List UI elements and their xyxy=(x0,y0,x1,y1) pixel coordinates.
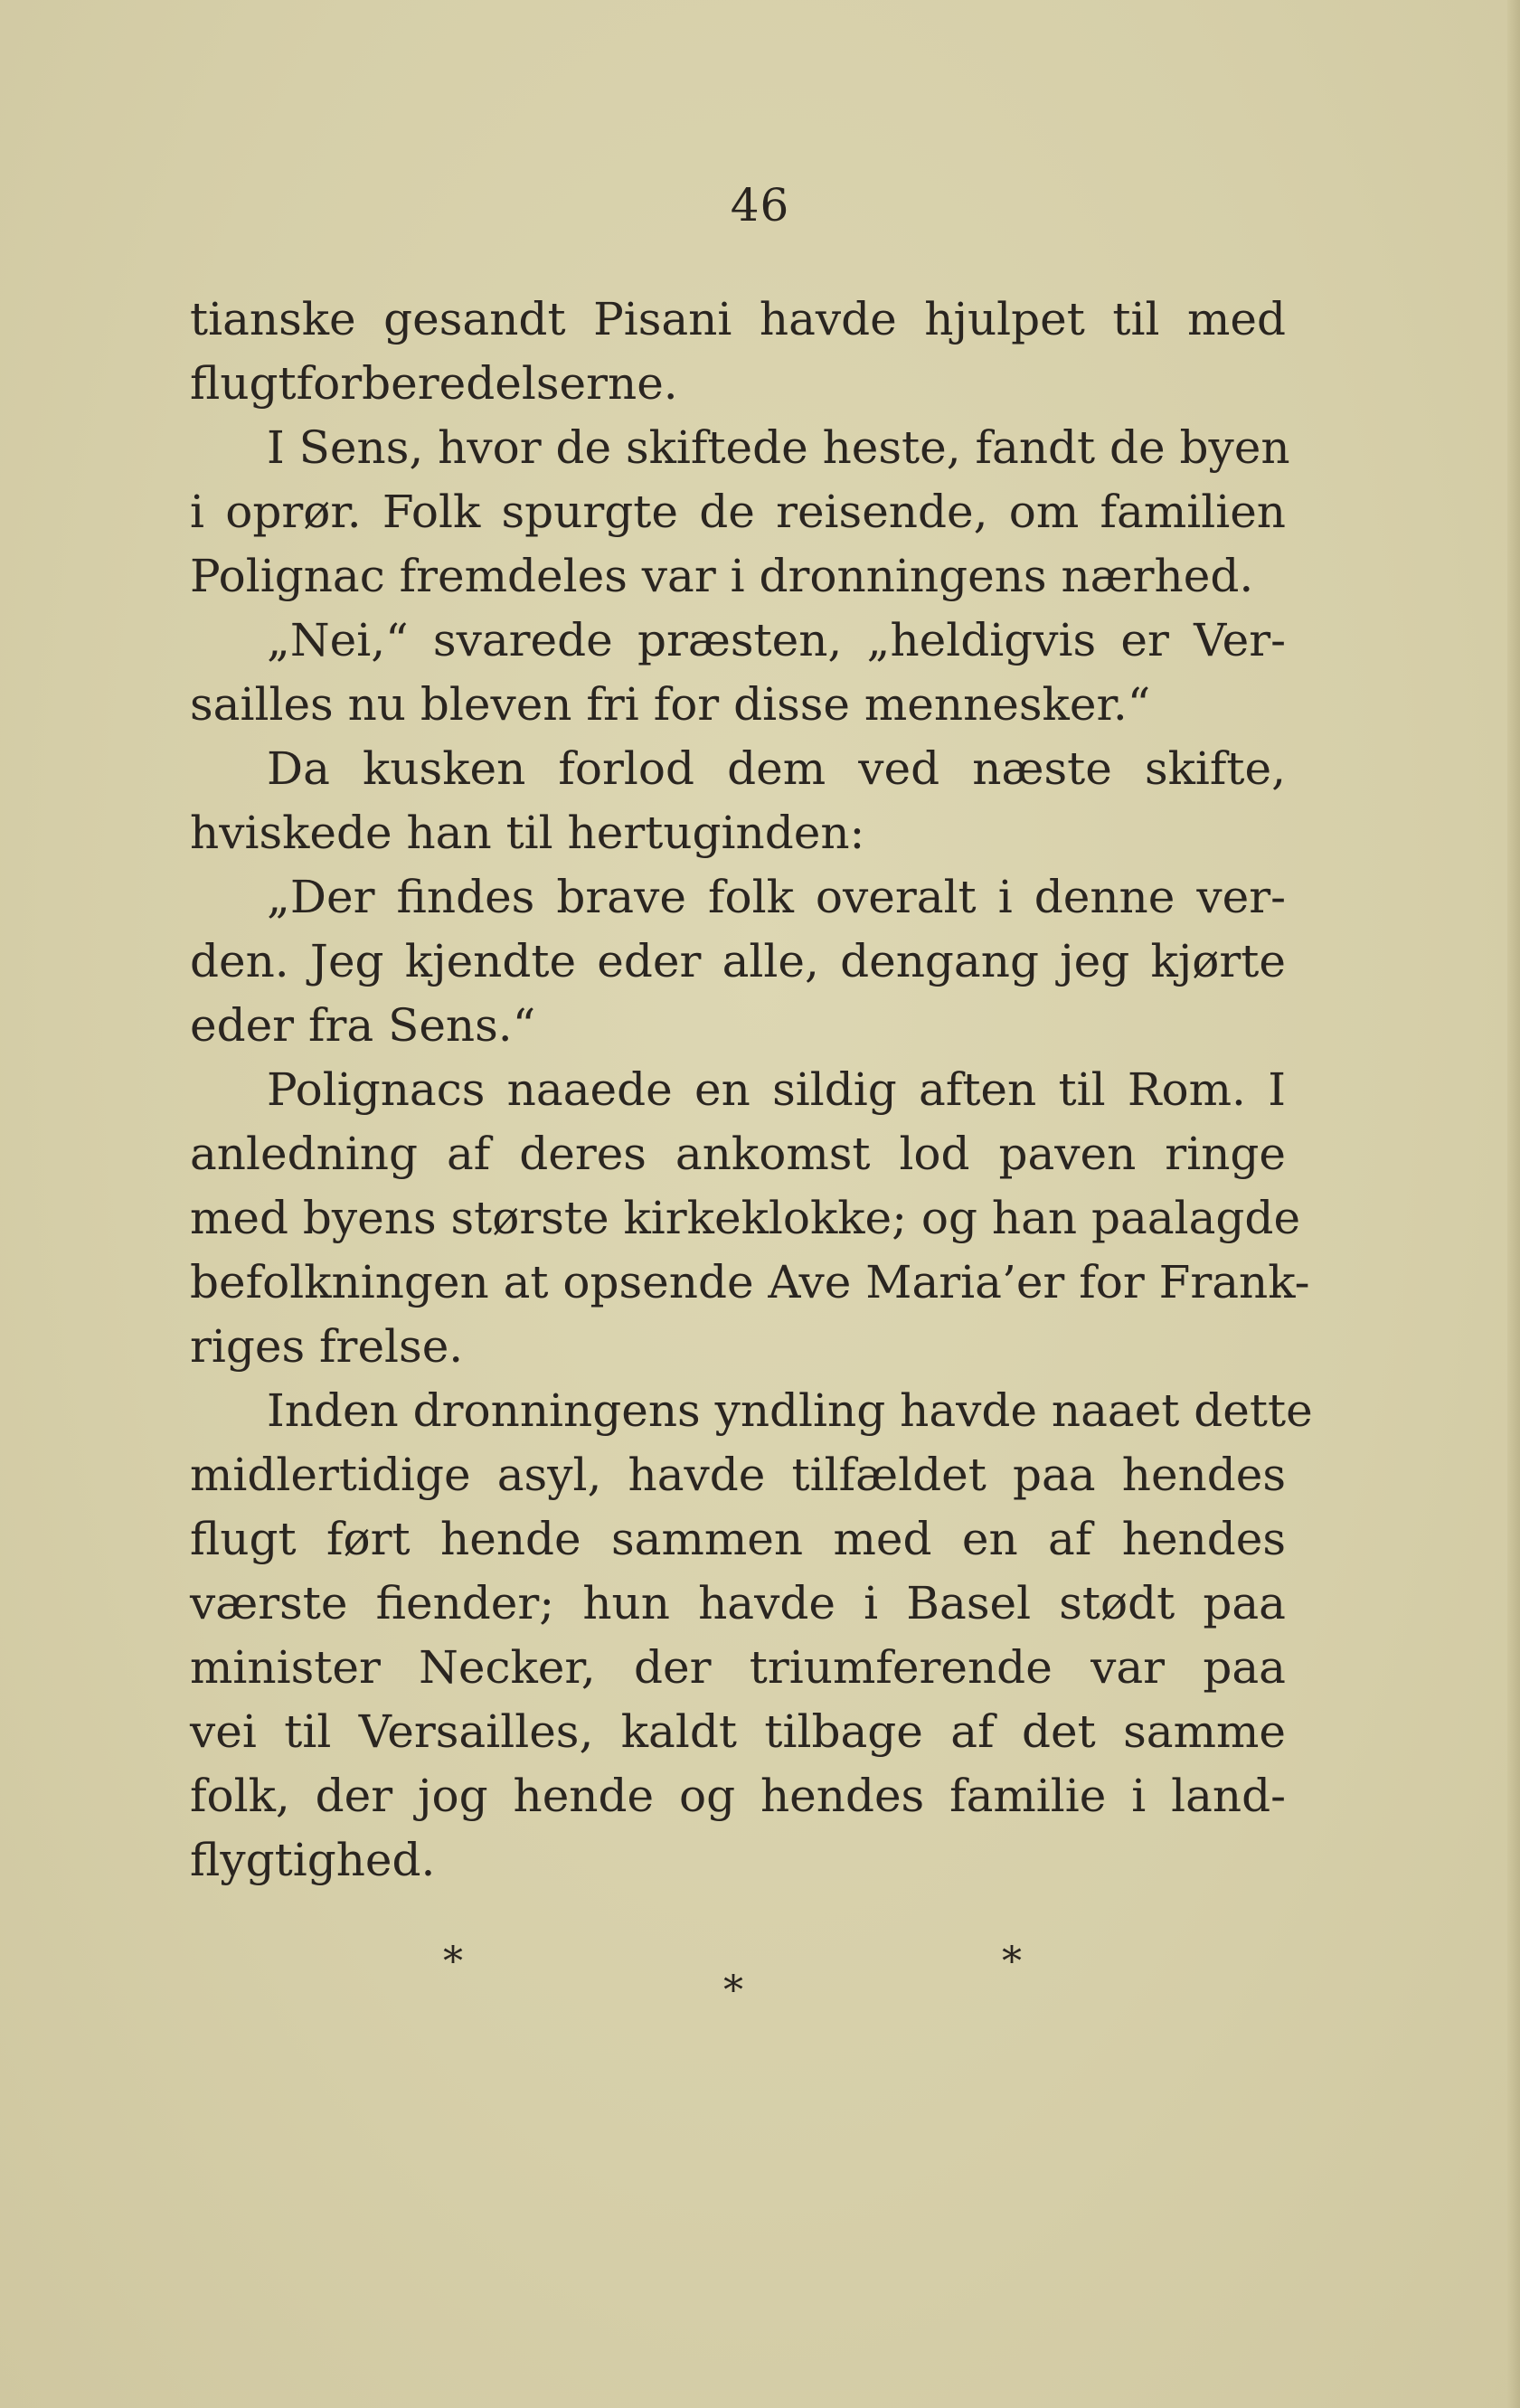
body-text xyxy=(190,288,1313,1893)
page-number: 46 xyxy=(730,179,790,231)
text-line: værste fiender; hun havde i Basel stødt paa xyxy=(190,1577,1286,1629)
text-line: minister Necker, der triumferende var paa xyxy=(190,1641,1286,1694)
text-line: midlertidige asyl, havde tilfældet paa hendes xyxy=(190,1449,1286,1501)
text-line: i oprør. Folk spurgte de reisende, om familien xyxy=(190,486,1286,538)
text-line: Polignacs naaede en sildig aften til Rom. I xyxy=(267,1063,1286,1116)
text-line: I Sens, hvor de skiftede heste, fandt de byen xyxy=(267,421,1290,474)
text-line: „Der findes brave folk overalt i denne ver- xyxy=(267,871,1286,923)
asterism-star-bottom: * xyxy=(723,1968,743,2014)
text-line: Inden dronningens yndling havde naaet dette xyxy=(267,1384,1313,1437)
text-line: befolkningen at opsende Ave Maria’er for Frank- xyxy=(190,1256,1310,1308)
text-line: flugtforberedelserne. xyxy=(190,357,678,410)
text-line: Da kusken forlod dem ved næste skifte, xyxy=(267,742,1286,795)
text-line: riges frelse. xyxy=(190,1320,464,1373)
page-edge xyxy=(1507,0,1520,2408)
text-line: flygtighed. xyxy=(190,1834,436,1886)
text-line: sailles nu bleven fri for disse mennesker.“ xyxy=(190,678,1151,731)
text-line: „Nei,“ svarede præsten, „heldigvis er Ver- xyxy=(267,614,1286,666)
text-line: den. Jeg kjendte eder alle, dengang jeg kjørte xyxy=(190,935,1286,987)
text-line: folk, der jog hende og hendes familie i land- xyxy=(190,1770,1286,1822)
text-line: hviskede han til hertuginden: xyxy=(190,807,865,859)
text-line: flugt ført hende sammen med en af hendes xyxy=(190,1513,1286,1565)
text-line: anledning af deres ankomst lod paven ringe xyxy=(190,1128,1286,1180)
text-line: vei til Versailles, kaldt tilbage af det samme xyxy=(190,1705,1286,1758)
text-line: med byens største kirkeklokke; og han paalagde xyxy=(190,1192,1301,1244)
text-line: eder fra Sens.“ xyxy=(190,999,536,1052)
asterism-star-right: * xyxy=(1002,1939,1022,1985)
text-line: tianske gesandt Pisani havde hjulpet til med xyxy=(190,293,1286,345)
asterism-star-left: * xyxy=(443,1939,463,1985)
text-line: Polignac fremdeles var i dronningens nærhed. xyxy=(190,550,1254,602)
